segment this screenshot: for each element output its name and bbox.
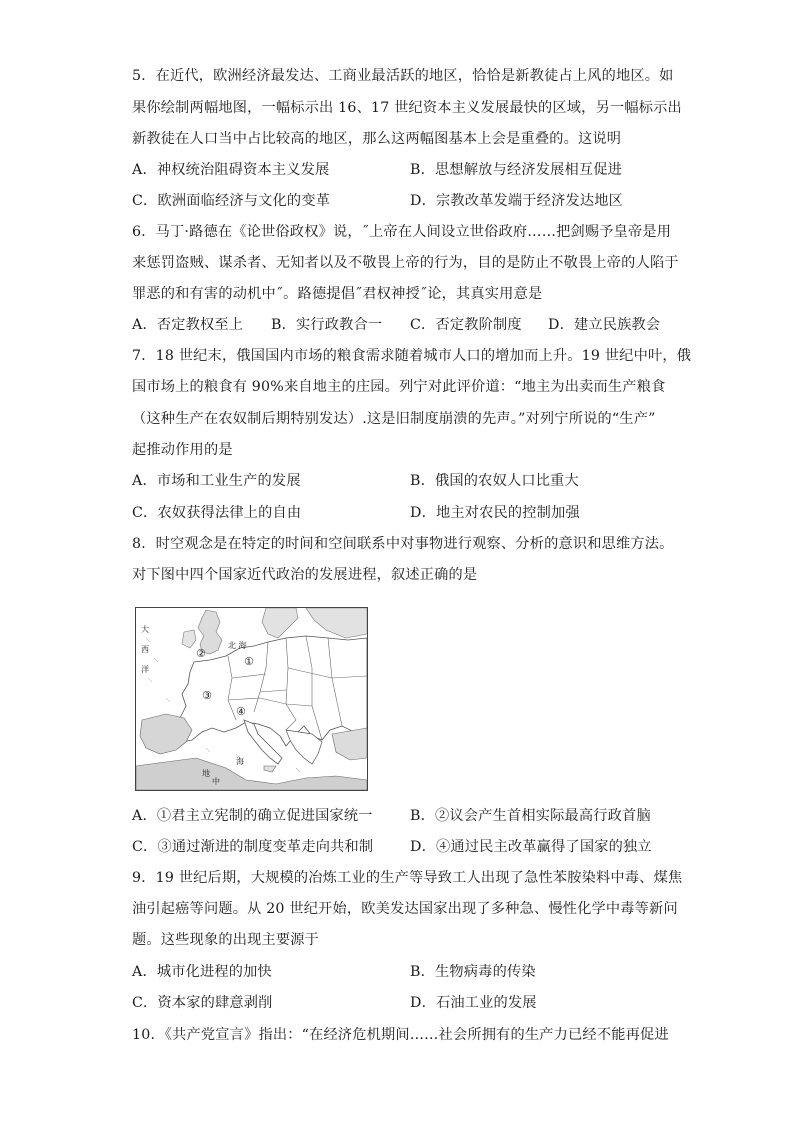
q7-option-a[interactable]: A．市场和工业生产的发展 <box>132 473 301 489</box>
map-label-atlantic-2: 西 <box>141 645 149 654</box>
map-label-north-sea: 北 海 <box>228 641 247 650</box>
map-marker-3: ③ <box>202 689 212 702</box>
map-marker-1: ① <box>244 655 254 668</box>
q6-stem-line-1: 6．马丁·路德在《论世俗政权》说，˝上帝在人间设立世俗政府……把剑赐予皇帝是用 <box>132 224 672 240</box>
q7-stem-line-2: 国市场上的粮食有 90%来自地主的庄园。列宁对此评价道：“地主为出卖而生产粮食 <box>132 379 666 395</box>
q7-stem-line-4: 起推动作用的是 <box>132 442 233 458</box>
map-label-med-2: 中 <box>212 777 220 786</box>
q8-option-d[interactable]: D．④通过民主改革赢得了国家的独立 <box>410 839 652 855</box>
map-marker-2: ② <box>196 647 206 660</box>
map-label-atlantic-1: 大 <box>141 625 149 634</box>
q9-stem-line-2: 油引起癌等问题。从 20 世纪开始，欧美发达国家出现了多种急、慢性化学中毒等新问 <box>132 901 678 917</box>
q6-stem-line-2: 来惩罚盗贼、谋杀者、无知者以及不敬畏上帝的行为，目的是防止不敬畏上帝的人陷于 <box>132 255 679 271</box>
q5-option-d[interactable]: D．宗教改革发端于经济发达地区 <box>410 193 624 209</box>
q5-option-a[interactable]: A．神权统治阻碍资本主义发展 <box>132 162 330 178</box>
q5-option-c[interactable]: C．欧洲面临经济与文化的变革 <box>132 193 331 209</box>
map-marker-4: ④ <box>236 705 246 718</box>
q6-option-a[interactable]: A．否定教权至上 <box>132 317 244 333</box>
q5-stem-line-1: 5．在近代，欧洲经济最发达、工商业最活跃的地区，恰恰是新教徒占上风的地区。如 <box>132 68 674 84</box>
europe-map <box>135 607 368 791</box>
map-label-med-3: 海 <box>236 757 244 766</box>
q6-option-c[interactable]: C．否定教阶制度 <box>410 317 522 333</box>
map-label-med-1: 地 <box>202 769 210 778</box>
q10-stem-line-1: 10．《共产党宣言》指出：“在经济危机期间……社会所拥有的生产力已经不能再促进 <box>132 1027 669 1043</box>
q8-option-a[interactable]: A．①君主立宪制的确立促进国家统一 <box>132 808 373 824</box>
q9-option-c[interactable]: C．资本家的肆意剥削 <box>132 995 273 1011</box>
q5-stem-line-3: 新教徒在人口当中占比较高的地区，那么这两幅图基本上会是重叠的。这说明 <box>132 131 622 147</box>
q9-option-a[interactable]: A．城市化进程的加快 <box>132 964 272 980</box>
q5-option-b[interactable]: B．思想解放与经济发展相互促进 <box>410 162 623 178</box>
q9-option-b[interactable]: B．生物病毒的传染 <box>410 964 536 980</box>
q8-option-c[interactable]: C．③通过渐进的制度变革走向共和制 <box>132 839 374 855</box>
q7-option-c[interactable]: C．农奴获得法律上的自由 <box>132 505 302 521</box>
europe-map-graphic <box>136 608 367 790</box>
q5-stem-line-2: 果你绘制两幅地图，一幅标示出 16、17 世纪资本主义发展最快的区域，另一幅标示出 <box>132 100 682 116</box>
q9-option-d[interactable]: D．石油工业的发展 <box>410 995 537 1011</box>
q8-stem-line-2: 对下图中四个国家近代政治的发展进程，叙述正确的是 <box>132 567 478 583</box>
map-label-atlantic-3: 洋 <box>141 665 149 674</box>
q7-stem-line-3: （这种生产在农奴制后期特别发达）.这是旧制度崩溃的先声。”对列宁所说的“生产” <box>132 411 656 427</box>
q9-stem-line-1: 9．19 世纪后期，大规模的冶炼工业的生产等导致工人出现了急性苯胺染料中毒、煤焦 <box>132 870 683 886</box>
q6-option-d[interactable]: D．建立民族教会 <box>548 317 661 333</box>
q7-option-b[interactable]: B．俄国的农奴人口比重大 <box>410 473 579 489</box>
q7-option-d[interactable]: D．地主对农民的控制加强 <box>410 505 580 521</box>
q7-stem-line-1: 7．18 世纪末，俄国国内市场的粮食需求随着城市人口的增加而上升。19 世纪中叶，俄 <box>132 348 692 364</box>
q6-stem-line-3: 罪恶的和有害的动机中˝。路德提倡˝君权神授˝论，其真实用意是 <box>132 286 543 302</box>
q9-stem-line-3: 题。这些现象的出现主要源于 <box>132 932 320 948</box>
q8-option-b[interactable]: B．②议会产生首相实际最高行政首脑 <box>410 808 651 824</box>
q8-stem-line-1: 8．时空观念是在特定的时间和空间联系中对事物进行观察、分析的意识和思维方法。 <box>132 536 674 552</box>
q6-option-b[interactable]: B．实行政教合一 <box>271 317 383 333</box>
